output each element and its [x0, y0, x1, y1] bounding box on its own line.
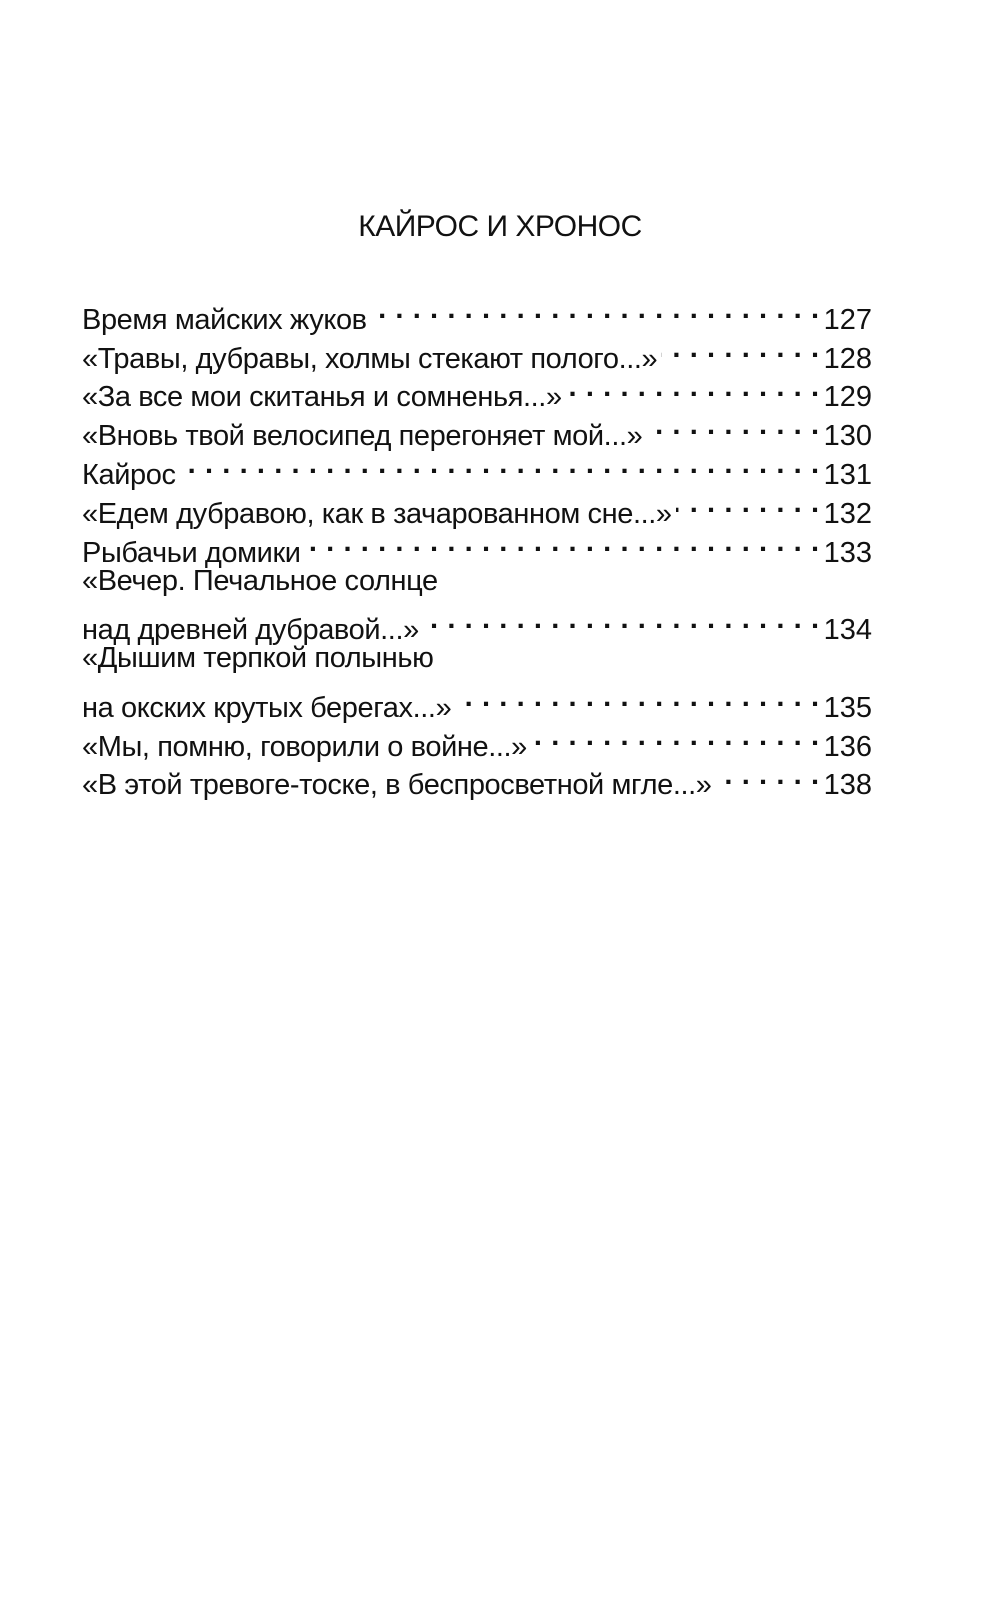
toc-line [82, 445, 872, 491]
toc-page-number: 135 [823, 691, 872, 724]
toc-line [82, 290, 872, 336]
toc-entry-title: «Вновь твой велосипед перегоняет мой...» [82, 420, 643, 453]
toc-entry [82, 445, 872, 491]
dot-leader [371, 290, 820, 329]
table-of-contents [82, 290, 872, 802]
toc-page-number: 127 [823, 303, 872, 336]
toc-entry-title-line-2: на окских крутых берегах...» [82, 691, 452, 724]
toc-page-number: 129 [823, 381, 872, 414]
toc-page-number: 133 [823, 536, 872, 569]
toc-entry-title: «Травы, дубравы, холмы стекают полого...» [82, 342, 658, 375]
toc-entry-title: «За все мои скитанья и сомненья...» [82, 381, 562, 414]
toc-entry-title-line-1: «Вечер. Печальное солнце [82, 564, 438, 597]
toc-page-number: 138 [823, 769, 872, 802]
dot-leader [661, 329, 819, 368]
dot-leader [423, 600, 820, 639]
toc-entry-title: Рыбачьи домики [82, 536, 301, 569]
toc-page-number: 134 [823, 614, 872, 647]
toc-line [82, 678, 872, 724]
toc-entry-title: «Едем дубравою, как в зачарованном сне...» [82, 497, 672, 530]
toc-page-number: 132 [823, 497, 872, 530]
toc-entry [82, 484, 872, 530]
toc-line [82, 600, 872, 647]
dot-leader [531, 717, 820, 756]
section-title: КАЙРОС И ХРОНОС [358, 210, 642, 243]
dot-leader [566, 368, 820, 407]
toc-page-number: 136 [823, 730, 872, 763]
toc-line [82, 562, 872, 601]
toc-page-number: 131 [823, 458, 872, 491]
toc-entry-title-line-2: над древней дубравой...» [82, 614, 419, 647]
toc-entry-title-line-1: «Дышим терпкой полынью [82, 642, 434, 675]
dot-leader [180, 445, 820, 484]
dot-leader [716, 756, 820, 795]
dot-leader [646, 406, 819, 445]
toc-entry-title: Кайрос [82, 458, 176, 491]
toc-entry [82, 290, 872, 336]
toc-entry-title: Время майских жуков [82, 303, 367, 336]
dot-leader [305, 523, 820, 562]
toc-page-number: 130 [823, 420, 872, 453]
toc-entry [82, 639, 872, 724]
toc-line [82, 484, 872, 530]
dot-leader [676, 484, 820, 523]
toc-entry-title: «В этой тревоге-тоске, в беспросветной мгле...» [82, 769, 712, 802]
toc-line [82, 639, 872, 678]
dot-leader [455, 678, 819, 717]
toc-page-number: 128 [823, 342, 872, 375]
toc-entry [82, 562, 872, 647]
toc-entry-title: «Мы, помню, говорили о войне...» [82, 730, 527, 763]
